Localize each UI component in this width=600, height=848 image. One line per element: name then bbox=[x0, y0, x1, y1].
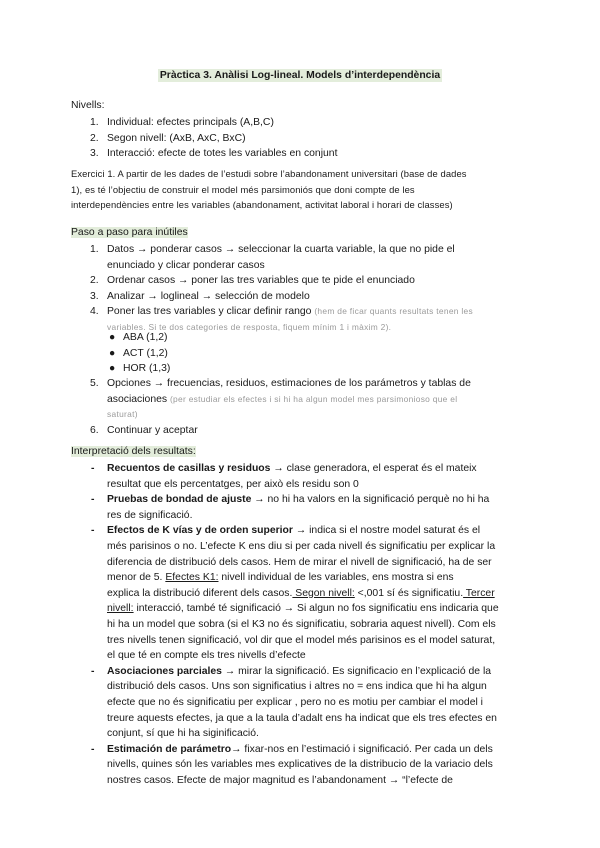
list-item: 6. Continuar y aceptar bbox=[90, 424, 198, 436]
steps-list bbox=[71, 242, 531, 335]
range-list bbox=[71, 330, 531, 377]
list-item: 5. Opciones → frecuencias, residuos, estimaciones de los parámetros y tablas de asociaciones (per estudiar els efectes i si hi ha algun model mes parsimonioso que el saturat) bbox=[90, 378, 471, 419]
interpretation-list bbox=[71, 461, 529, 788]
list-item: 2. Segon nivell: (AxB, AxC, BxC) bbox=[90, 132, 246, 144]
list-item: ● ACT (1,2) bbox=[109, 347, 168, 359]
interpretation-heading: Interpretació dels resultats: bbox=[71, 446, 196, 457]
steps-list-continued bbox=[71, 376, 531, 438]
list-item: - Efectos de K vías y de orden superior → indica si el nostre model saturat és el més parisinos o no. L’efecte K ens diu si per cada nivell és significatiu per explicar la diferencia de distribució dels casos. Hem de mirar el nivell de significació, ha de ser menor de 5. Efectes K1: nivell individual de les variables, ens mostra si ens explica la distribució diferent dels casos. Segon nivell: <,001 sí és significatiu. Tercer nivell: interacció, també té significació → Si algun no fos significatiu ens indicaria que hi ha un model que sobra (si el K3 no és significatiu, sobraria aquest nivell). Com els tres nivells tenen significació, vol dir que el model més parisinos es el model saturat, el que té en compte els tres nivells d’efecte bbox=[91, 525, 499, 662]
list-item: 2. Ordenar casos → poner las tres variables que te pide el enunciado bbox=[90, 275, 415, 286]
list-item: ● ABA (1,2) bbox=[109, 332, 168, 343]
levels-list bbox=[71, 115, 531, 162]
steps-heading: Paso a paso para inútiles bbox=[71, 227, 188, 238]
list-item: - Recuentos de casillas y residuos → clase generadora, el esperat és el mateix resultat que els percentatges, per això els residu son 0 bbox=[91, 463, 477, 490]
list-item: - Estimación de parámetro→ fixar-nos en l’estimació i significació. Per cada un dels nivells, quines són les variables mes explicatives de la distribucio de la variacio dels nostres casos. Efecte de major magnitud es l’abandonament → “l’efecte de bbox=[91, 743, 493, 786]
list-item: 1. Individual: efectes principals (A,B,C) bbox=[90, 117, 274, 128]
list-item: - Pruebas de bondad de ajuste → no hi ha valors en la significació perquè no hi ha res de significació. bbox=[91, 494, 490, 521]
exercise-statement: Exercici 1. A partir de les dades de l’estudi sobre l’abandonament universitari (base de dades 1), es té l’objectiu de construir el model més parsimoniós que doni compte de les interdependències entre les variables (abandonament, activitat laboral i horari de classes) bbox=[71, 168, 467, 210]
list-item: 1. Datos → ponderar casos → seleccionar la cuarta variable, la que no pide el enunciado y clicar ponderar casos bbox=[90, 244, 455, 271]
list-item: 3. Interacció: efecte de totes les variables en conjunt bbox=[90, 148, 338, 159]
levels-heading: Nivells: bbox=[71, 100, 105, 111]
list-item: 4. Poner las tres variables y clicar definir rango (hem de ficar quants resultats tenen les variables. Si te dos categories de resposta, fiquem mínim 1 i màxim 2). bbox=[90, 306, 473, 332]
list-item: 3. Analizar → loglineal → selección de modelo bbox=[90, 290, 310, 302]
document-title: Pràctica 3. Anàlisi Log-lineal. Models d’interdependència bbox=[159, 70, 441, 81]
list-item: - Asociaciones parciales → mirar la significació. Es significacio en l’explicació de la distribució dels casos. Uns son significatius i altres no = ens indica que hi ha algun efecte que no és significatiu per explicar , pero no es motiu per cambiar el model i treure aquests efectes, ja que a la taula d’adalt ens ha indicat que els tres efectes en conjunt, sí que hi ha siginificació. bbox=[91, 665, 497, 740]
list-item: ● HOR (1,3) bbox=[109, 363, 171, 374]
